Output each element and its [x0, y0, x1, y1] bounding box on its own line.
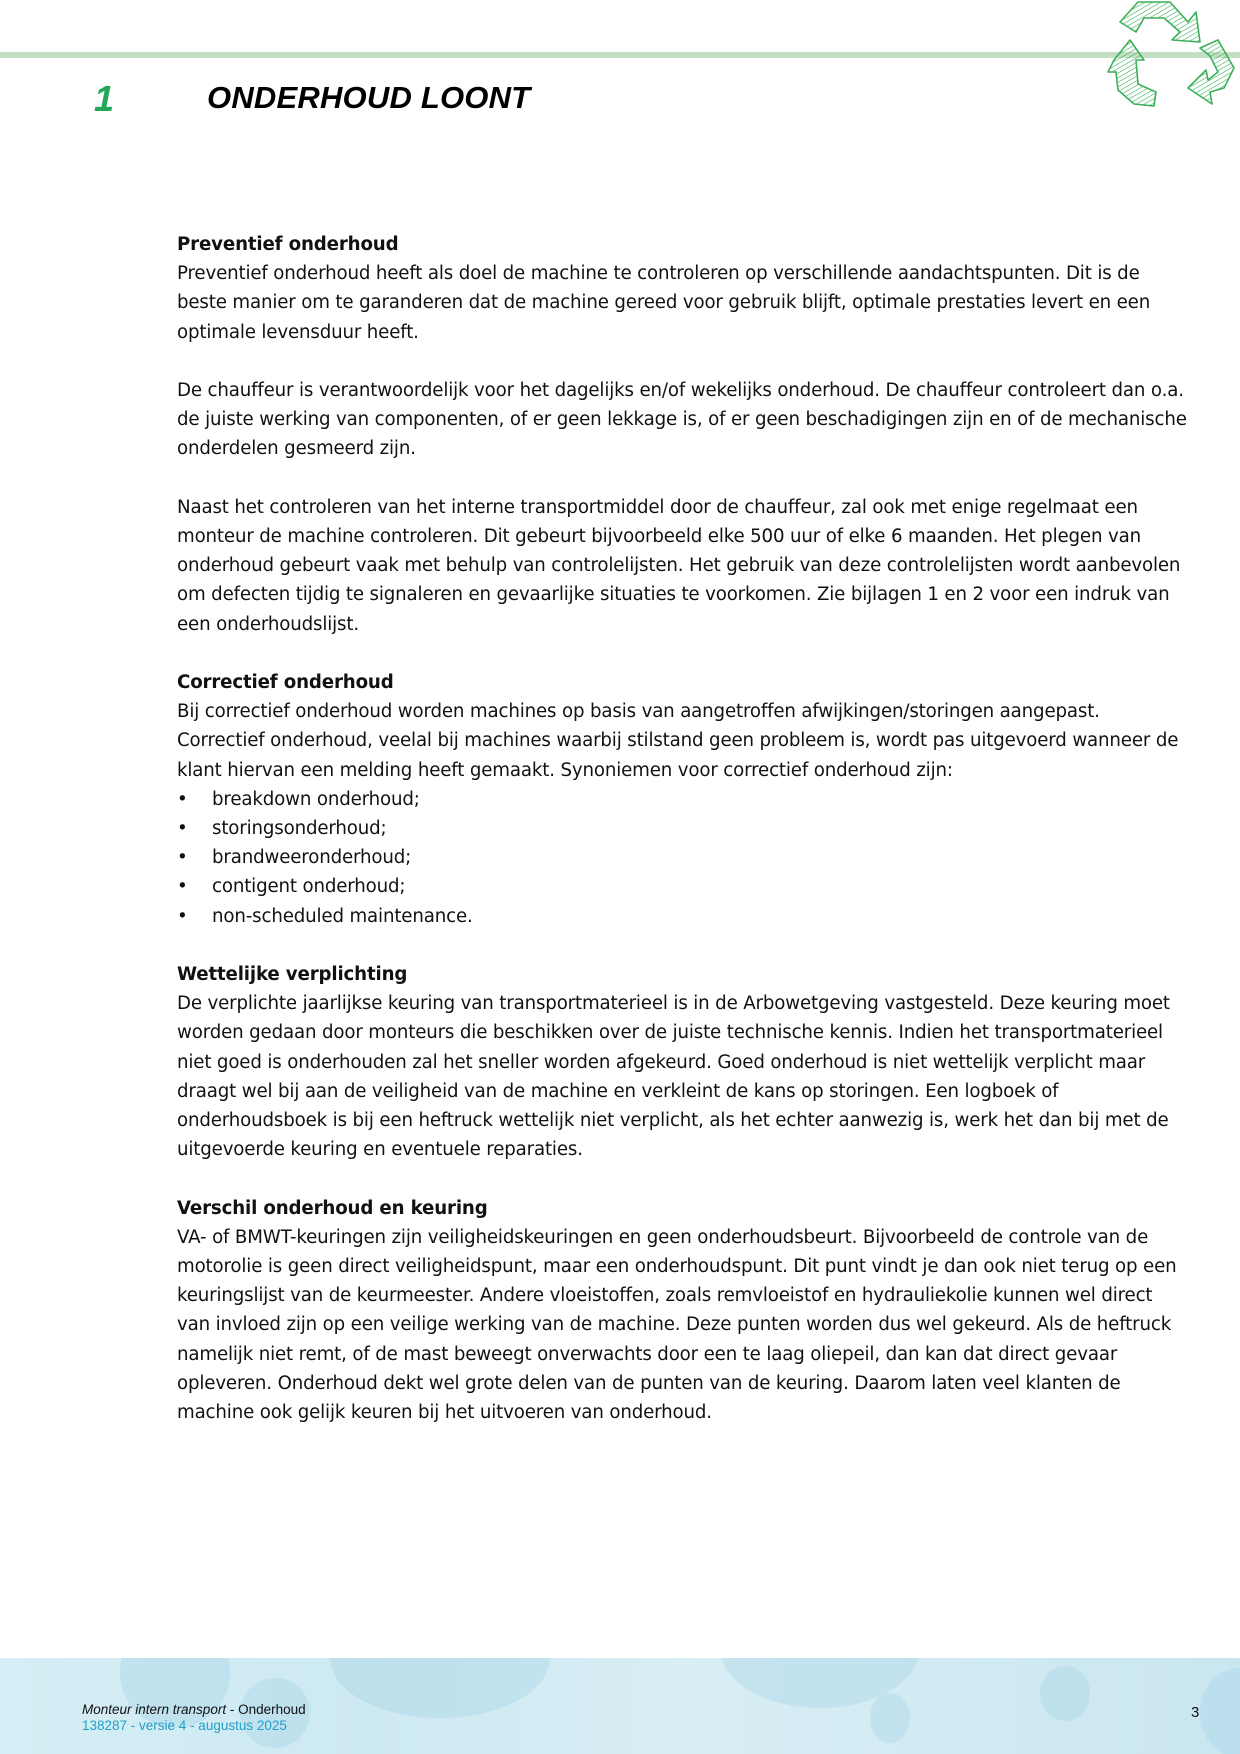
decorative-bubble: [870, 1693, 910, 1743]
page-footer: [0, 1658, 1240, 1754]
section-heading: Wettelijke verplichting: [177, 964, 408, 986]
paragraph: Naast het controleren van het interne transportmiddel door de chauffeur, zal ook met enige regelmaat een monteur de machine controleren. Dit gebeurt bijvoorbeeld elke 500 uur of elke 6 maanden. Het plegen van onderhoud gebeurt vaak met behulp van controlelijsten. Het gebruik van deze controlelijsten wordt aanbevolen om defecten tijdig te signaleren en gevaarlijke situaties te voorkomen. Zie bijlagen 1 en 2 voor een indruk van een onderhoudslijst.: [177, 496, 1181, 635]
section-heading: Correctief onderhoud: [177, 672, 394, 693]
paragraph: De chauffeur is verantwoordelijk voor het dagelijks en/of wekelijks onderhoud. De chauffeur controleert dan o.a. de juiste werking van componenten, of er geen lekkage is, of er geen beschadigingen zijn en of de mechanische onderdelen gesmeerd zijn.: [177, 380, 1187, 460]
paragraph: Preventief onderhoud heeft als doel de machine te controleren op verschillende aandachtspunten. Dit is de beste manier om te garanderen dat de machine gereed voor gebruik blijft, optimale prestaties levert en een optimale levensduur heeft.: [177, 263, 1151, 343]
section-verschil-onderhoud-keuring: [177, 1194, 1187, 1428]
course-subject: Onderhoud: [238, 1702, 306, 1717]
paragraph: De verplichte jaarlijkse keuring van transportmaterieel is in de Arbowetgeving vastgesteld. Deze keuring moet worden gedaan door monteurs die beschikken over de juiste technische kennis. Indien het transportmaterieel niet goed is onderhouden zal het sneller worden afgekeurd. Goed onderhoud is niet wettelijk verplicht maar draagt wel bij aan de veiligheid van de machine en verkleint de kans op storingen. Een logboek of onderhoudsboek is bij een heftruck wettelijk niet verplicht, als het echter aanwezig is, werk het dan bij met de uitgevoerde keuring en eventuele reparaties.: [177, 993, 1170, 1161]
list-item: • breakdown onderhoud;: [177, 785, 1187, 814]
section-preventief-onderhoud: [177, 230, 1187, 639]
header-rule: [0, 52, 1240, 58]
chapter-title: ONDERHOUD LOONT: [207, 80, 531, 115]
section-wettelijke-verplichting: [177, 960, 1187, 1164]
chapter-number: 1: [94, 78, 114, 119]
document-body: [177, 230, 1187, 1456]
list-item: • non-scheduled maintenance.: [177, 902, 1187, 931]
title-separator: -: [226, 1702, 239, 1717]
page-number: 3: [1191, 1704, 1200, 1721]
course-title: Monteur intern transport: [82, 1702, 227, 1717]
list-item: • storingsonderhoud;: [177, 814, 1187, 843]
paragraph: Bij correctief onderhoud worden machines op basis van aangetroffen afwijkingen/storingen aangepast. Correctief onderhoud, veelal bij machines waarbij stilstand geen probleem is, wordt pas uitgevoerd wanneer de klant hiervan een melding heeft gemaakt. Synoniemen voor correctief onderhoud zijn:: [177, 701, 1179, 781]
section-heading: Preventief onderhoud: [177, 234, 399, 255]
footer-version-info: 138287 - versie 4 - augustus 2025: [82, 1718, 287, 1733]
list-item: • contigent onderhoud;: [177, 872, 1187, 901]
decorative-bubble: [330, 1658, 550, 1718]
section-heading: Verschil onderhoud en keuring: [177, 1197, 488, 1219]
synonyms-list: [177, 785, 1187, 931]
footer-course-title: [82, 1702, 306, 1717]
decorative-bubble: [1200, 1668, 1240, 1754]
section-correctief-onderhoud: [177, 668, 1187, 931]
recycle-icon: [1100, 0, 1240, 115]
list-item: • brandweeronderhoud;: [177, 843, 1187, 872]
decorative-bubble: [1040, 1666, 1090, 1721]
paragraph: VA- of BMWT-keuringen zijn veiligheidskeuringen en geen onderhoudsbeurt. Bijvoorbeeld de controle van de motorolie is geen direct veiligheidspunt, maar een onderhoudspunt. Dit punt vindt je dan ook niet terug op een keuringslijst van de keurmeester. Andere vloeistoffen, zoals remvloeistof en hydrauliekolie kunnen wel direct van invloed zijn op een veilige werking van de machine. Deze punten worden dus wel gekeurd. Als de heftruck namelijk niet remt, of de mast beweegt onverwachts door een te laag oliepeil, dan kan dat direct gevaar opleveren. Onderhoud dekt wel grote delen van de punten van de keuring. Daarom laten veel klanten de machine ook gelijk keuren bij het uitvoeren van onderhoud.: [177, 1226, 1177, 1424]
